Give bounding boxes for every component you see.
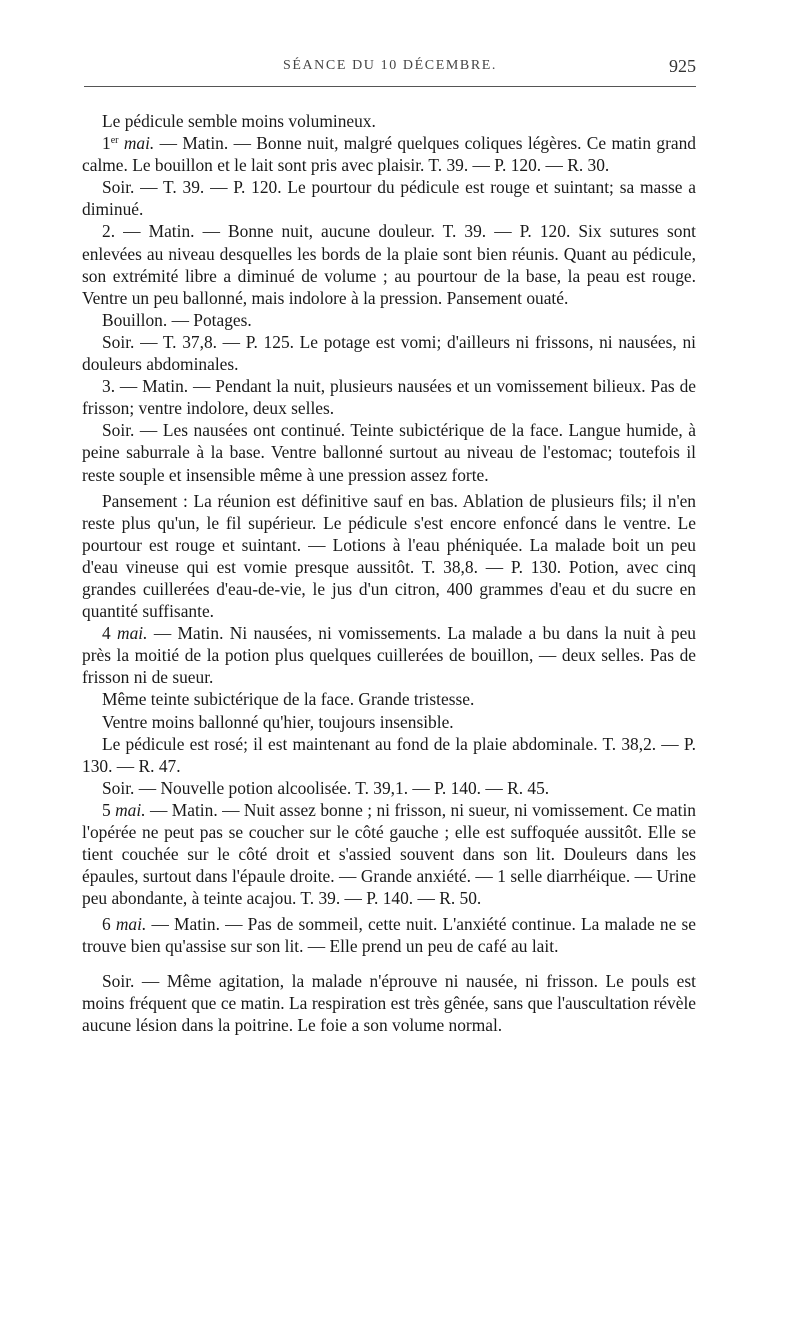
paragraph: 3. — Matin. — Pendant la nuit, plusieurs nausées et un vomissement bilieux. Pas de frisson; ventre indolore, deux selles. bbox=[82, 376, 696, 419]
paragraph: 2. — Matin. — Bonne nuit, aucune douleur. T. 39. — P. 120. Six sutures sont enlevées au niveau desquelles les bords de la plaie sont bien réunis. Quant au pédicule, son extrémité libre a diminué de volume ; au pourtour de la base, la peau est rouge. Ventre un peu ballonné, mais indolore à la pression. Pansement ouaté. bbox=[82, 221, 696, 308]
running-head: SÉANCE DU 10 DÉCEMBRE. bbox=[282, 58, 498, 73]
paragraph: Ventre moins ballonné qu'hier, toujours insensible. bbox=[102, 711, 454, 732]
paragraph: Soir. — T. 37,8. — P. 125. Le potage est vomi; d'ailleurs ni frissons, ni nausées, ni douleurs abdominales. bbox=[82, 331, 696, 375]
body-text bbox=[82, 110, 696, 1036]
paragraph: Soir. — Nouvelle potion alcoolisée. T. 39,1. — P. 140. — R. 45. bbox=[102, 777, 550, 798]
paragraph: Soir. — T. 39. — P. 120. Le pourtour du pédicule est rouge et suintant; sa masse a diminué. bbox=[82, 177, 696, 220]
paragraph: Bouillon. — Potages. bbox=[102, 309, 252, 330]
paragraph: 6 mai. — Matin. — Pas de sommeil, cette nuit. L'anxiété continue. La malade ne se trouve bien qu'assise sur son lit. — Elle prend un peu de café au lait. bbox=[82, 914, 696, 957]
page-number: 925 bbox=[669, 56, 696, 76]
paragraph: Le pédicule est rosé; il est maintenant au fond de la plaie abdominale. T. 38,2. — P. 130. — R. 47. bbox=[82, 733, 696, 776]
paragraph: 5 mai. — Matin. — Nuit assez bonne ; ni frisson, ni sueur, ni vomissement. Ce matin l'opérée ne peut pas se coucher sur le côté gauche ; elle est suffoquée aussitôt. Elle se tient couchée sur le côté droit et s'assied souvent dans son lit. Douleurs dans les épaules, surtout dans l'épaule droite. — Grande anxiété. — 1 selle diarrhéique. — Urine peu abondante, à teinte acajou. T. 39. — P. 140. — R. 50. bbox=[82, 799, 696, 909]
paragraph: 4 mai. — Matin. Ni nausées, ni vomissements. La malade a bu dans la nuit à peu près la moitié de la potion plus quelques cuillerées de bouillon, — deux selles. Pas de frisson ni de sueur. bbox=[82, 623, 696, 688]
paragraph: Soir. — Les nausées ont continué. Teinte subictérique de la face. Langue humide, à peine saburrale à la base. Ventre ballonné surtout au niveau de l'estomac; toutefois il reste souple et insensible même à une pression assez forte. bbox=[82, 420, 696, 485]
page-header bbox=[84, 56, 696, 87]
paragraph: 1er mai. — Matin. — Bonne nuit, malgré quelques coliques légères. Ce matin grand calme. Le bouillon et le lait sont pris avec plaisir. T. 39. — P. 120. — R. 30. bbox=[82, 133, 696, 176]
paragraph: Pansement : La réunion est définitive sauf en bas. Ablation de plusieurs fils; il n'en reste plus qu'un, le fil supérieur. Le pédicule s'est encore enfoncé dans le ventre. Le pourtour est rouge et suintant. — Lotions à l'eau phéniquée. La malade boit un peu d'eau vineuse qui est vomie presque aussitôt. T. 38,8. — P. 130. Potion, avec cinq grandes cuillerées d'eau-de-vie, le jus d'un citron, 400 grammes d'eau et du sucre en quantité suffisante. bbox=[82, 490, 696, 622]
paragraph: Même teinte subictérique de la face. Grande tristesse. bbox=[102, 689, 475, 710]
paragraph: Soir. — Même agitation, la malade n'éprouve ni nausée, ni frisson. Le pouls est moins fréquent que ce matin. La respiration est très gênée, sans que l'auscultation révèle aucune lésion dans la poitrine. Le foie a son volume normal. bbox=[82, 970, 696, 1035]
paragraph: Le pédicule semble moins volumineux. bbox=[102, 111, 376, 131]
